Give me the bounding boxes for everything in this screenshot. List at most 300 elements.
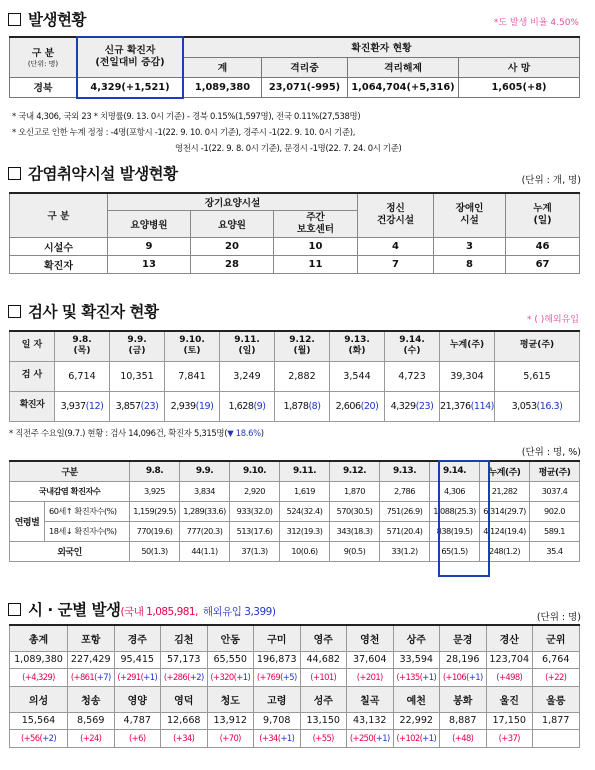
table-cell: 312(19.3): [280, 521, 330, 541]
table-cell: 3: [434, 237, 506, 255]
region-name: 울릉: [533, 686, 580, 712]
region-change-overseas: +1): [236, 672, 251, 682]
outbreak-table: [9, 36, 580, 98]
header-disabled-1: 장애인: [455, 202, 484, 214]
region-change-domestic: (+106(: [442, 672, 469, 682]
region-name: 고령: [254, 686, 301, 712]
region-name: 경주: [114, 625, 161, 651]
header-status: 확진환자 현황: [184, 37, 580, 57]
confirmed-count: 21,376: [440, 400, 471, 412]
header-gubun: 구분: [10, 461, 130, 481]
region-change: [300, 729, 347, 747]
region-change-domestic: (+250(: [349, 733, 376, 743]
table-cell: 2,786: [380, 481, 430, 501]
day-date: 9.9.: [127, 334, 147, 345]
unit-label: (단위 : 개, 명): [521, 175, 581, 186]
tests-cell: 2,882: [275, 361, 330, 391]
header-date: 9.11.: [280, 461, 330, 481]
table-cell: 9(0.5): [330, 541, 380, 561]
header-daycare-2: 보호센터: [296, 223, 335, 235]
region-change-domestic: (+861(: [70, 672, 97, 682]
region-change: [254, 668, 301, 686]
age-label: 18세↓: [49, 525, 73, 536]
table-cell: 10(0.6): [280, 541, 330, 561]
table-cell: 46: [506, 237, 580, 255]
region-name: 상주: [393, 625, 440, 651]
day-date: 9.10.: [179, 334, 205, 345]
region-change-overseas: +1): [143, 672, 158, 682]
region-total: 12,668: [161, 712, 208, 729]
header-mental: [358, 193, 434, 237]
table-cell: 33(1.2): [380, 541, 430, 561]
overseas-count: (9): [253, 400, 266, 412]
region-change-domestic: (+102(: [396, 733, 423, 743]
region-change: [10, 729, 68, 747]
region-change-domestic: (+6): [129, 733, 146, 743]
header-day-7: [385, 331, 440, 361]
note-line-2: * 오신고로 인한 누계 정정 : -4명(포항시 -1(22. 9. 10. 0시 기준), 경주시 -1(22. 9. 10. 0시 기준),: [12, 127, 356, 137]
region-name: 김천: [161, 625, 208, 651]
rate-note: *도 발생 비율 4.50%: [493, 18, 579, 28]
day-weekday: (화): [348, 346, 366, 357]
day-date: 9.11.: [234, 334, 260, 345]
age-18-label: [45, 521, 130, 541]
region-name: 칠곡: [347, 686, 394, 712]
region-change: [161, 668, 208, 686]
region-name: 구미: [254, 625, 301, 651]
table-cell: 1,870: [330, 481, 380, 501]
region-change: [393, 668, 440, 686]
region-total: 33,594: [393, 651, 440, 668]
header-date: 일 자: [10, 331, 55, 361]
region-change-overseas: +1): [422, 672, 437, 682]
overseas-count: (8): [308, 400, 321, 412]
overseas-count: (114): [470, 400, 494, 412]
region-name: 경산: [486, 625, 533, 651]
region-change-domestic: (+56(: [20, 733, 43, 743]
section-title-outbreak: [8, 8, 86, 30]
table-cell: 9: [108, 237, 191, 255]
region-total: 196,873: [254, 651, 301, 668]
region-change-domestic: (+55): [312, 733, 334, 743]
note-line-1: * 국내 4,306, 국외 23 * 치명률(9. 13. 0시 기준) - 경북 0.15%(1,597명), 전국 0.11%(27,538명): [12, 111, 361, 121]
region-total: 28,196: [440, 651, 487, 668]
region-change: [347, 729, 394, 747]
header-day-3: [165, 331, 220, 361]
table-cell: 44(1.1): [180, 541, 230, 561]
region-change: [161, 729, 208, 747]
table-cell: 751(26.9): [380, 501, 430, 521]
tests-cell: 5,615: [495, 361, 580, 391]
header-death: 사 망: [459, 57, 580, 77]
table-cell: 1,159(29.5): [130, 501, 180, 521]
unit-label: (단위 : 명, %): [521, 447, 581, 458]
region-change: [347, 668, 394, 686]
region-change-domestic: (+498): [496, 672, 523, 682]
domestic-label: 국내감염 확진자수: [10, 481, 130, 501]
region-change: [440, 668, 487, 686]
confirmed-count: 1,628: [228, 400, 254, 412]
region-name: 문경: [440, 625, 487, 651]
prev-week-note: [9, 427, 264, 439]
header-date: 9.12.: [330, 461, 380, 481]
released-value: 1,064,704(+5,316): [348, 77, 459, 97]
table-cell: 3,925: [130, 481, 180, 501]
confirmed-count: 3,053: [511, 400, 537, 412]
header-average: 평균(주): [495, 331, 580, 361]
header-cumulative: 누계(주): [480, 461, 530, 481]
confirmed-count: 1,878: [283, 400, 309, 412]
region-total: 227,429: [68, 651, 115, 668]
day-date: 9.12.: [289, 334, 315, 345]
table-cell: 1,619: [280, 481, 330, 501]
region-change: [114, 729, 161, 747]
confirmed-cell: [275, 391, 330, 421]
header-cumulative: [506, 193, 580, 237]
header-date: 9.10.: [230, 461, 280, 481]
region-change-domestic: (+22): [545, 672, 567, 682]
region-change-domestic: (+34): [173, 733, 195, 743]
table-cell: 4,306: [430, 481, 480, 501]
region-change-overseas: +5): [282, 672, 297, 682]
region-change-domestic: (+37): [498, 733, 520, 743]
day-weekday: (금): [128, 346, 146, 357]
header-daycare: [274, 210, 358, 237]
header-hospital: 요양병원: [108, 210, 191, 237]
checkbox-icon: [8, 167, 21, 180]
confirmed-cell: [220, 391, 275, 421]
section-title-text: 시 · 군별 발생: [28, 601, 121, 619]
header-unit: (단위: 명): [27, 60, 59, 69]
section-title-vulnerable: [8, 162, 178, 184]
region-name: 영천: [347, 625, 394, 651]
region-total: 17,150: [486, 712, 533, 729]
region-change-domestic: (+101): [310, 672, 337, 682]
region-total: 65,550: [207, 651, 254, 668]
overseas-note: * ( )해외유입: [526, 315, 579, 325]
table-cell: 65(1.5): [430, 541, 480, 561]
header-day-5: [275, 331, 330, 361]
table-cell: 28: [191, 255, 274, 273]
region-table: [9, 624, 580, 748]
region-name: 안동: [207, 625, 254, 651]
table-cell: 570(30.5): [330, 501, 380, 521]
confirmed-count: 2,939: [170, 400, 196, 412]
checkbox-icon: [8, 13, 21, 26]
table-cell: 343(18.3): [330, 521, 380, 541]
day-date: 9.8.: [72, 334, 92, 345]
isolating-value: 23,071(-995): [262, 77, 348, 97]
table-cell: 1,088(25.3): [430, 501, 480, 521]
header-average: 평균(주): [530, 461, 580, 481]
overseas-count: (20): [360, 400, 379, 412]
confirmed-cell: [440, 391, 495, 421]
checkbox-icon: [8, 603, 21, 616]
region-change-domestic: (+135(: [396, 672, 423, 682]
age-label: 60세↑: [49, 505, 73, 516]
checkbox-icon: [8, 305, 21, 318]
region-total: 8,569: [68, 712, 115, 729]
region-change-overseas: +1): [468, 672, 483, 682]
new-cases-value: 4,329(+1,521): [77, 77, 184, 97]
region-name: 포항: [68, 625, 115, 651]
header-date: 9.8.: [130, 461, 180, 481]
region-total: 13,150: [300, 712, 347, 729]
region-change-domestic: (+24): [80, 733, 102, 743]
region-change: [10, 668, 68, 686]
overseas-count: (23): [415, 400, 434, 412]
tests-cell: 3,544: [330, 361, 385, 391]
region-name: 성주: [300, 686, 347, 712]
total-value: 1,089,380: [184, 77, 262, 97]
age-group-label: 연령별: [10, 501, 45, 541]
row-label: 경북: [10, 77, 77, 97]
region-change: [68, 729, 115, 747]
region-change-domestic: (+286(: [163, 672, 190, 682]
region-name: 군위: [533, 625, 580, 651]
foreigner-label: 외국인: [10, 541, 130, 561]
table-cell: 37(1.3): [230, 541, 280, 561]
overseas-total: 해외유입 3,399): [202, 606, 276, 618]
header-disabled: [434, 193, 506, 237]
prev-week-change: ▼ 18.6%: [227, 428, 261, 438]
region-total: 13,912: [207, 712, 254, 729]
tests-cell: 10,351: [110, 361, 165, 391]
row-facilities-label: 시설수: [10, 237, 108, 255]
table-cell: 50(1.3): [130, 541, 180, 561]
region-total: 4,787: [114, 712, 161, 729]
table-cell: 3,834: [180, 481, 230, 501]
region-name: 예천: [393, 686, 440, 712]
table-cell: 777(20.3): [180, 521, 230, 541]
tests-label: 검 사: [10, 361, 55, 391]
note-line-3: 영천시 -1(22. 9. 8. 0시 기준), 문경시 -1명(22. 7. 24. 0시 기준): [175, 143, 402, 153]
tests-cell: 39,304: [440, 361, 495, 391]
tests-cell: 4,723: [385, 361, 440, 391]
header-nursing: 요양원: [191, 210, 274, 237]
region-name: 영주: [300, 625, 347, 651]
header-gubun-text: 구 분: [31, 48, 55, 60]
table-cell: 513(17.6): [230, 521, 280, 541]
table-cell: 11: [274, 255, 358, 273]
region-name: 울진: [486, 686, 533, 712]
region-change-overseas: +1): [280, 733, 295, 743]
age-metric: 확진자수(%): [74, 505, 117, 516]
table-cell: 8: [434, 255, 506, 273]
section-title-text: 감염취약시설 발생현황: [28, 165, 178, 183]
region-total: 43,132: [347, 712, 394, 729]
region-total: 57,173: [161, 651, 208, 668]
header-gubun: [10, 37, 77, 77]
table-cell: 4,124(19.4): [480, 521, 530, 541]
region-change: [254, 729, 301, 747]
day-date: 9.13.: [344, 334, 370, 345]
header-date: 9.9.: [180, 461, 230, 481]
table-cell: 838(19.5): [430, 521, 480, 541]
region-total: 15,564: [10, 712, 68, 729]
header-date: 9.13.: [380, 461, 430, 481]
region-total: 6,764: [533, 651, 580, 668]
prev-week-close: ): [260, 428, 264, 438]
header-mental-1: 정신: [386, 202, 405, 214]
region-total: 37,604: [347, 651, 394, 668]
table-cell: 7: [358, 255, 434, 273]
overseas-count: (12): [85, 400, 104, 412]
table-cell: 770(19.6): [130, 521, 180, 541]
day-weekday: (토): [183, 346, 201, 357]
region-change-domestic: (+291(: [117, 672, 144, 682]
header-isolating: 격리중: [262, 57, 348, 77]
day-weekday: (월): [293, 346, 311, 357]
region-total: 22,992: [393, 712, 440, 729]
region-change: [393, 729, 440, 747]
confirmed-cell: [110, 391, 165, 421]
table-cell: 589.1: [530, 521, 580, 541]
table-cell: 2,920: [230, 481, 280, 501]
confirmed-cell: [330, 391, 385, 421]
table-cell: 571(20.4): [380, 521, 430, 541]
header-new-cases: [77, 37, 184, 77]
table-cell: 6,314(29.7): [480, 501, 530, 521]
header-cum-1: 누계: [533, 202, 552, 214]
table-cell: 902.0: [530, 501, 580, 521]
table-cell: 67: [506, 255, 580, 273]
header-new-text: 신규 확진자: [104, 44, 156, 56]
region-change-overseas: +2): [42, 733, 57, 743]
detail-table: [9, 460, 580, 562]
table-cell: 248(1.2): [480, 541, 530, 561]
table-cell: 10: [274, 237, 358, 255]
confirmed-count: 3,937: [60, 400, 86, 412]
day-weekday: (수): [403, 346, 421, 357]
region-total: 44,682: [300, 651, 347, 668]
table-cell: 933(32.0): [230, 501, 280, 521]
region-total: 123,704: [486, 651, 533, 668]
region-change-domestic: (+4,329): [22, 672, 55, 682]
age-metric: 확진자수(%): [74, 525, 117, 536]
tests-cell: 7,841: [165, 361, 220, 391]
tests-cell: 3,249: [220, 361, 275, 391]
header-mental-2: 건강시설: [376, 215, 415, 227]
overseas-count: (19): [195, 400, 214, 412]
region-change-domestic: (+201): [356, 672, 383, 682]
confirmed-cell: [55, 391, 110, 421]
confirmed-count: 3,857: [115, 400, 141, 412]
region-change-domestic: (+320(: [210, 672, 237, 682]
header-released: 격리해제: [348, 57, 459, 77]
unit-label: (단위 : 명): [536, 612, 581, 623]
age-60-label: [45, 501, 130, 521]
table-cell: 4: [358, 237, 434, 255]
region-total: 8,887: [440, 712, 487, 729]
table-cell: 3037.4: [530, 481, 580, 501]
header-day-2: [110, 331, 165, 361]
table-cell: 13: [108, 255, 191, 273]
region-change-overseas: +2): [189, 672, 204, 682]
region-change: [486, 668, 533, 686]
section-title-text: 검사 및 확진자 현황: [28, 303, 159, 321]
header-cumulative: 누계(주): [440, 331, 495, 361]
vulnerable-facility-table: [9, 192, 580, 274]
region-change-overseas: +7): [96, 672, 111, 682]
region-total: 1,877: [533, 712, 580, 729]
header-day-4: [220, 331, 275, 361]
test-table: [9, 330, 580, 422]
row-confirmed-label: 확진자: [10, 255, 108, 273]
region-change: [207, 729, 254, 747]
region-change: [486, 729, 533, 747]
region-total: 95,415: [114, 651, 161, 668]
region-change: [533, 668, 580, 686]
region-total: 1,089,380: [10, 651, 68, 668]
confirmed-label: 확진자: [10, 391, 55, 421]
region-change: [207, 668, 254, 686]
domestic-total: (국내 1,085,981,: [120, 606, 198, 618]
overseas-count: (16.3): [536, 400, 563, 412]
day-weekday: (일): [238, 346, 256, 357]
region-total: 9,708: [254, 712, 301, 729]
header-day-1: [55, 331, 110, 361]
header-longterm-care: 장기요양시설: [108, 193, 358, 210]
region-change-domestic: (+48): [452, 733, 474, 743]
region-name: 영덕: [161, 686, 208, 712]
region-change: [300, 668, 347, 686]
region-name: 의성: [10, 686, 68, 712]
header-total: 계: [184, 57, 262, 77]
day-date: 9.14.: [399, 334, 425, 345]
region-name: 봉화: [440, 686, 487, 712]
header-date: 9.14.: [430, 461, 480, 481]
table-cell: 35.4: [530, 541, 580, 561]
death-value: 1,605(+8): [459, 77, 580, 97]
region-change: [68, 668, 115, 686]
table-cell: 1,289(33.6): [180, 501, 230, 521]
region-change-overseas: +1): [375, 733, 390, 743]
section-title-regions: [8, 598, 275, 620]
confirmed-cell: [385, 391, 440, 421]
region-change: [533, 729, 580, 747]
region-change: [440, 729, 487, 747]
section-title-tests: [8, 300, 158, 322]
confirmed-cell: [165, 391, 220, 421]
table-cell: 524(32.4): [280, 501, 330, 521]
prev-week-text: * 직전주 수요일(9.7.) 현황 : 검사 14,096건, 확진자 5,315명(: [9, 428, 228, 438]
header-new-sub: (전일대비 증감): [95, 57, 165, 69]
confirmed-count: 4,329: [390, 400, 416, 412]
region-name: 청송: [68, 686, 115, 712]
confirmed-count: 2,606: [335, 400, 361, 412]
region-change-domestic: (+70): [219, 733, 241, 743]
region-change-domestic: (+34(: [259, 733, 281, 743]
tests-cell: 6,714: [55, 361, 110, 391]
header-disabled-2: 시설: [460, 215, 479, 227]
table-cell: 21,282: [480, 481, 530, 501]
section-title-text: 발생현황: [28, 11, 86, 29]
header-daycare-1: 주간: [306, 212, 325, 223]
header-cum-2: (일): [533, 215, 552, 227]
day-weekday: (목): [73, 346, 91, 357]
overseas-count: (23): [140, 400, 159, 412]
table-cell: 20: [191, 237, 274, 255]
region-change: [114, 668, 161, 686]
header-day-6: [330, 331, 385, 361]
header-gubun: 구 분: [10, 193, 108, 237]
region-change-overseas: +1): [422, 733, 437, 743]
region-change-domestic: (+769(: [256, 672, 283, 682]
confirmed-cell: [495, 391, 580, 421]
region-name: 영양: [114, 686, 161, 712]
region-name: 청도: [207, 686, 254, 712]
